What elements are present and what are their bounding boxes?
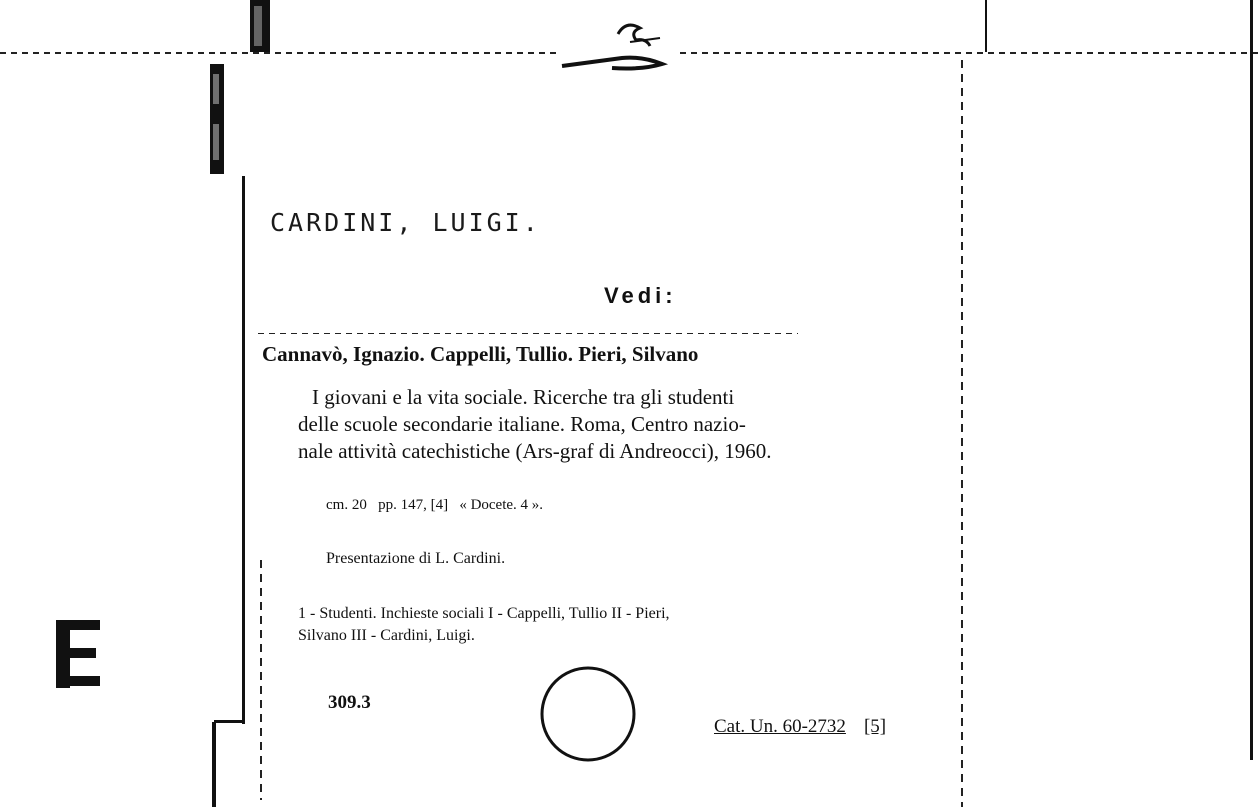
handwritten-scribble [560, 12, 680, 76]
top-dashed-rule-right [680, 52, 1259, 54]
card-left-edge [242, 176, 245, 724]
margin-letter-e [52, 618, 104, 690]
see-reference-label: Vedi: [604, 283, 677, 308]
tracing-line: 1 - Studenti. Inchieste sociali I - Cappelli, Tullio II - Pieri, [298, 605, 670, 622]
tracing-line: Silvano III - Cardini, Luigi. [298, 627, 475, 644]
card-left-lower-edge [212, 722, 216, 807]
title-line: nale attività catechistiche (Ars-graf di Andreocci), 1960. [298, 439, 772, 463]
spine-label-mark [206, 64, 228, 174]
heading-name: CARDINI, LUIGI. [270, 208, 541, 237]
title-imprint [298, 384, 948, 465]
catalog-number [714, 716, 886, 738]
authors-line: Cannavò, Ignazio. Cappelli, Tullio. Pieri, Silvano [262, 342, 699, 366]
top-right-edge [985, 0, 987, 52]
title-line: I giovani e la vita sociale. Ricerche tra gli studenti [312, 385, 735, 409]
presentation-note: Presentazione di L. Cardini. [326, 550, 506, 567]
library-stamp-circle [538, 664, 638, 764]
class-number: 309.3 [328, 692, 371, 713]
card-inner-left-dashes [260, 560, 262, 800]
top-dashed-rule [0, 52, 560, 54]
far-right-edge [1250, 0, 1253, 760]
card-left-notch [214, 720, 245, 723]
card-right-edge [961, 60, 963, 807]
catalog-number-value: Cat. Un. 60-2732 [714, 716, 846, 737]
collation-line: cm. 20 pp. 147, [4] « Docete. 4 ». [326, 497, 544, 513]
top-strip-mark [248, 0, 272, 56]
subject-tracings [298, 603, 944, 647]
title-line: delle scuole secondarie italiane. Roma, Centro nazio- [298, 412, 746, 436]
catalog-number-suffix: [5] [863, 716, 887, 737]
authors-dashed-rule [258, 333, 798, 334]
